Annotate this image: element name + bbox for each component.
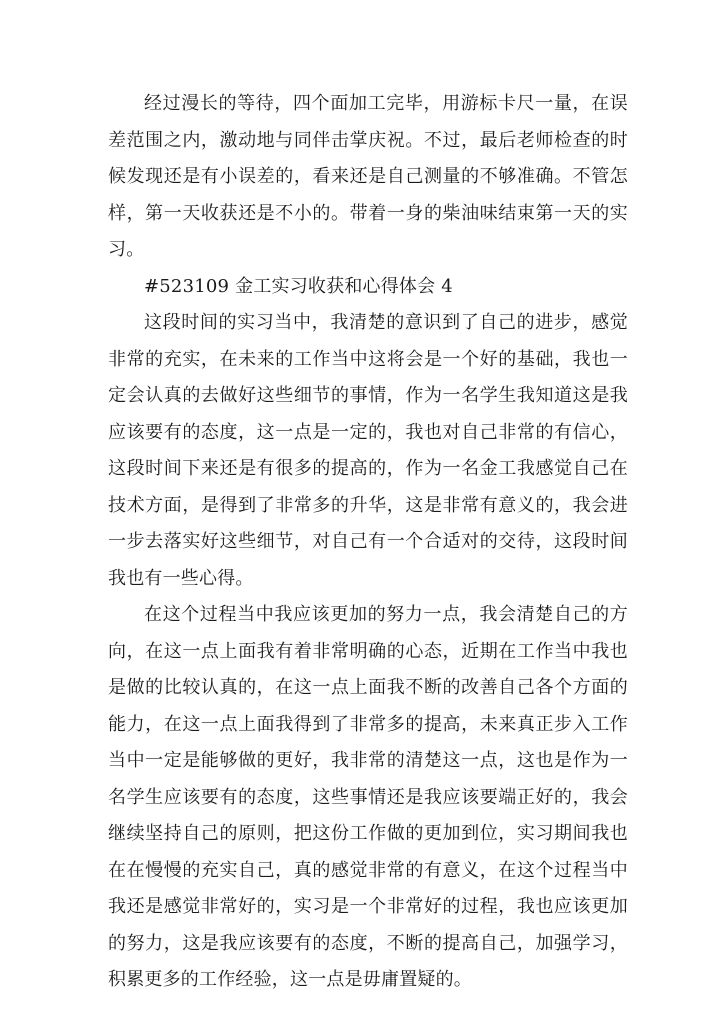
paragraph-2: 这段时间的实习当中，我清楚的意识到了自己的进步，感觉非常的充实，在未来的工作当中这将会是一个好的基础，我也一定会认真的去做好这些细节的事情，作为一名学生我知道这是我应该要有的态度，这一点是一定的，我也对自己非常的有信心，这段时间下来还是有很多的提高的，作为一名金工我感觉自己在技术方面，是得到了非常多的升华，这是非常有意义的，我会进一步去落实好这些细节，对自己有一个合适对的交待，这段时间我也有一些心得。 xyxy=(108,312,628,589)
document-page xyxy=(108,86,628,999)
paragraph-1: 经过漫长的等待，四个面加工完毕，用游标卡尺一量，在误差范围之内，激动地与同伴击掌庆祝。不过，最后老师检查的时候发现还是有小误差的，看来还是自己测量的不够准确。不管怎样，第一天收获还是不小的。带着一身的柴油味结束第一天的实习。 xyxy=(108,93,628,260)
section-heading: #523109 金工实习收获和心得体会 4 xyxy=(144,275,453,297)
paragraph-3: 在这个过程当中我应该更加的努力一点，我会清楚自己的方向，在这一点上面我有着非常明确的心态，近期在工作当中我也是做的比较认真的，在这一点上面我不断的改善自己各个方面的能力，在这一点上面我得到了非常多的提高，未来真正步入工作当中一定是能够做的更好，我非常的清楚这一点，这也是作为一名学生应该要有的态度，这些事情还是我应该要端正好的，我会继续坚持自己的原则，把这份工作做的更加到位，实习期间我也在在慢慢的充实自己，真的感觉非常的有意义，在这个过程当中我还是感觉非常好的，实习是一个非常好的过程，我也应该更加的努力，这是我应该要有的态度，不断的提高自己，加强学习，积累更多的工作经验，这一点是毋庸置疑的。 xyxy=(108,604,628,990)
